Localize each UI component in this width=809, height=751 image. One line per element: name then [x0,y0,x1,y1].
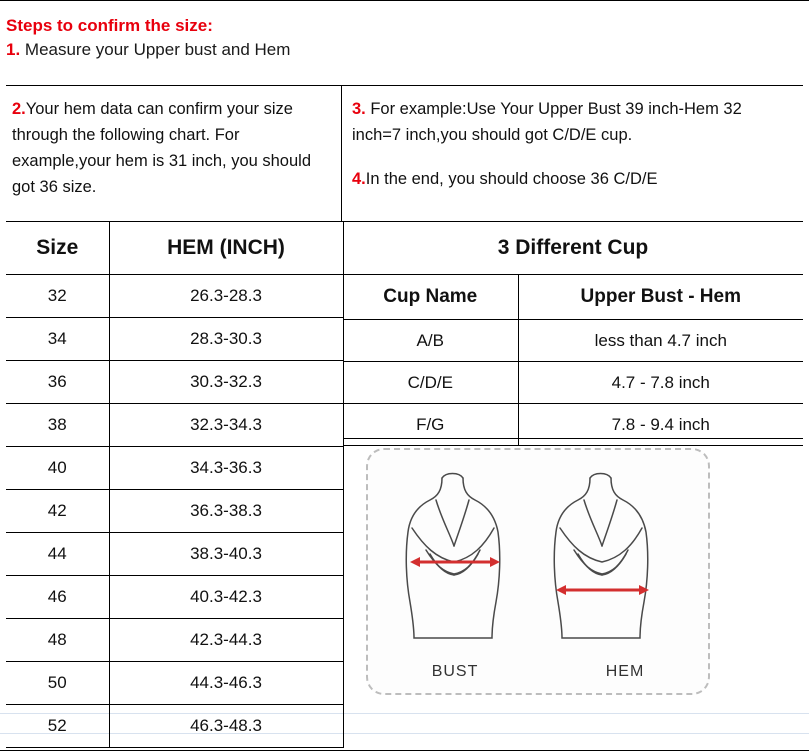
cup-table-title: 3 Different Cup [343,222,803,275]
explanation-row [6,85,803,221]
column-header-size: Size [6,222,109,275]
step-4-text: In the end, you should choose 36 C/D/E [365,170,658,188]
column-header-hem: HEM (INCH) [109,222,343,275]
table-row [343,404,803,446]
cell-size: 46 [6,576,109,619]
table-row [6,490,343,533]
cell-hem: 26.3-28.3 [109,275,343,318]
size-hem-table [6,221,344,748]
explanation-left [6,85,342,221]
step-4-number: 4. [352,170,366,188]
cell-range: 7.8 - 9.4 inch [518,404,803,446]
step-4 [352,166,793,192]
bust-hem-diagram [368,450,704,689]
cell-cup-name: C/D/E [343,362,518,404]
cell-hem: 32.3-34.3 [109,404,343,447]
cell-size: 32 [6,275,109,318]
table-row [6,404,343,447]
step-1-text: Measure your Upper bust and Hem [20,40,291,59]
cell-size: 38 [6,404,109,447]
table-row [6,361,343,404]
table-row [6,705,343,748]
step-3 [352,96,793,148]
vertical-divider [343,221,344,691]
table-header-row [6,222,343,275]
table-row [6,576,343,619]
cell-hem: 42.3-44.3 [109,619,343,662]
horizontal-divider [343,438,803,439]
table-row [343,362,803,404]
table-row [6,533,343,576]
step-2-text: Your hem data can confirm your size through the following chart. For example,your hem is 31 inch, you should got 36 size. [12,100,311,196]
table-row [6,447,343,490]
table-row [6,619,343,662]
cell-hem: 46.3-48.3 [109,705,343,748]
caption-bust: BUST [431,663,479,680]
caption-hem: HEM [605,663,645,680]
step-3-number: 3. [352,100,366,118]
cell-hem: 38.3-40.3 [109,533,343,576]
table-row [6,662,343,705]
cell-hem: 34.3-36.3 [109,447,343,490]
step-2-number: 2. [12,100,26,118]
cell-cup-name: A/B [343,320,518,362]
cell-size: 50 [6,662,109,705]
table-row [343,320,803,362]
cell-cup-name: F/G [343,404,518,446]
explanation-right [342,85,803,221]
column-header-cup-name: Cup Name [343,275,518,320]
cup-table [343,221,803,446]
cell-hem: 40.3-42.3 [109,576,343,619]
cell-size: 34 [6,318,109,361]
column-header-upper-bust-hem: Upper Bust - Hem [518,275,803,320]
step-1 [6,37,803,63]
cell-range: less than 4.7 inch [518,320,803,362]
page-title: Steps to confirm the size: [6,16,213,35]
cup-table-title-row [343,222,803,275]
cup-table-header-row [343,275,803,320]
measurement-illustration [366,448,710,695]
header [6,15,803,63]
cell-hem: 28.3-30.3 [109,318,343,361]
cell-size: 40 [6,447,109,490]
cell-size: 36 [6,361,109,404]
cell-hem: 36.3-38.3 [109,490,343,533]
cell-size: 52 [6,705,109,748]
step-1-number: 1. [6,40,21,59]
cell-hem: 30.3-32.3 [109,361,343,404]
cell-hem: 44.3-46.3 [109,662,343,705]
table-row [6,318,343,361]
cell-size: 48 [6,619,109,662]
cell-size: 44 [6,533,109,576]
illustration-captions [368,663,708,681]
step-3-text: For example:Use Your Upper Bust 39 inch-Hem 32 inch=7 inch,you should got C/D/E cup. [352,100,742,144]
cell-size: 42 [6,490,109,533]
cell-range: 4.7 - 7.8 inch [518,362,803,404]
table-row [6,275,343,318]
